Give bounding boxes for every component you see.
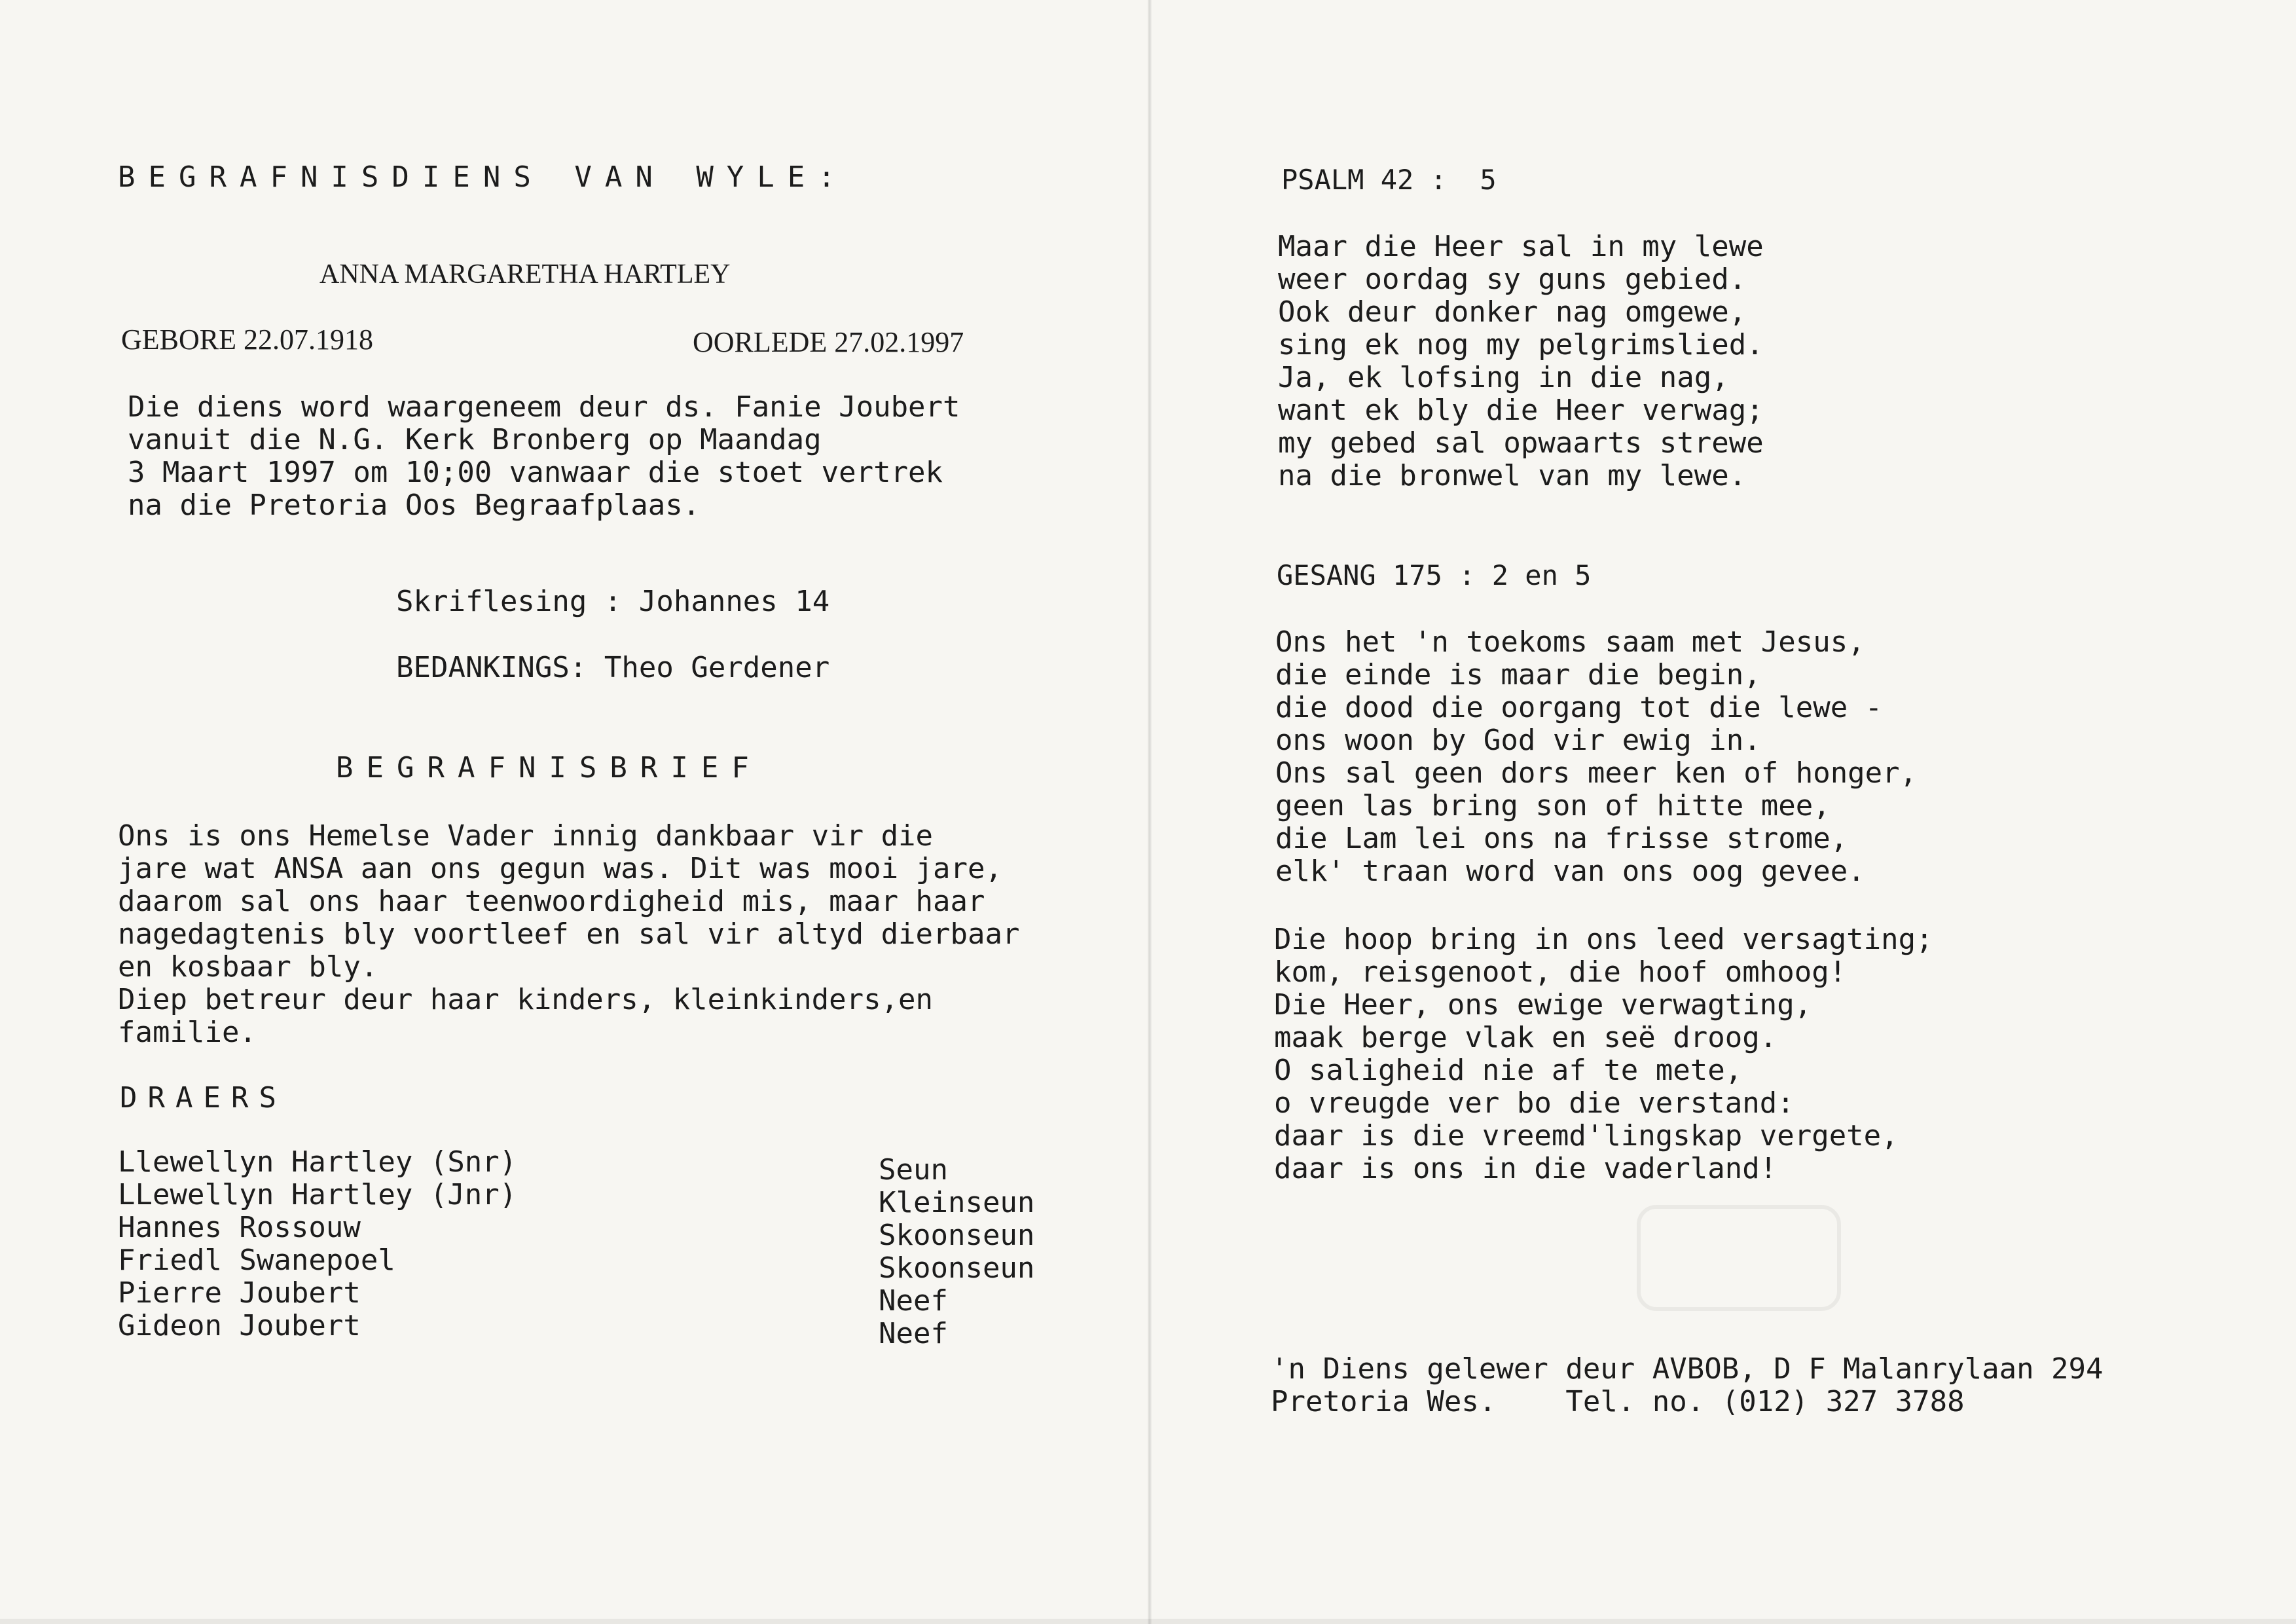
service-details (128, 391, 960, 522)
gesang-line: O saligheid nie af te mete, (1274, 1054, 1743, 1087)
gesang-line: die dood die oorgang tot die lewe - (1275, 691, 1883, 724)
gesang-line: Ons het 'n toekoms saam met Jesus, (1275, 625, 1865, 659)
psalm-line: Ja, ek lofsing in die nag, (1278, 361, 1729, 394)
scripture-reading: Skriflesing : Johannes 14 (396, 585, 830, 618)
birth-date: GEBORE 22.07.1918 (121, 323, 373, 356)
gesang-line: geen las bring son of hitte mee, (1275, 789, 1831, 822)
gesang-line: daar is die vreemd'lingskap vergete, (1274, 1119, 1899, 1153)
bearer-name: Llewellyn Hartley (Snr) (118, 1145, 517, 1179)
letter-heading: BEGRAFNISBRIEF (336, 751, 762, 784)
gesang-line: Die hoop bring in ons leed versagting; (1274, 923, 1933, 956)
psalm-line: Maar die Heer sal in my lewe (1278, 230, 1764, 263)
psalm-line: weer oordag sy guns gebied. (1278, 263, 1747, 296)
bearer-name: LLewellyn Hartley (Jnr) (118, 1178, 517, 1211)
gesang-line: die Lam lei ons na frisse strome, (1275, 822, 1848, 855)
service-heading: BEGRAFNISDIENS VAN WYLE: (118, 160, 848, 194)
gesang-line: elk' traan word van ons oog gevee. (1275, 855, 1865, 888)
gesang-verse-1 (1275, 626, 1917, 888)
deceased-name: ANNA MARGARETHA HARTLEY (319, 259, 731, 289)
psalm-verse (1278, 231, 1764, 492)
service-line: na die Pretoria Oos Begraafplaas. (128, 489, 701, 522)
gesang-heading: GESANG 175 : 2 en 5 (1277, 559, 1592, 591)
page-fold (1148, 0, 1152, 1624)
psalm-line: na die bronwel van my lewe. (1278, 459, 1747, 492)
letter-line: nagedagtenis bly voortleef en sal vir altyd dierbaar (118, 917, 1020, 951)
gesang-line: o vreugde ver bo die verstand: (1274, 1086, 1795, 1120)
bearers-names (118, 1146, 517, 1342)
psalm-line: want ek bly die Heer verwag; (1278, 394, 1764, 427)
letter-line: familie. (118, 1016, 257, 1049)
gesang-line: Die Heer, ons ewige verwagting, (1274, 988, 1812, 1022)
undertaker-footer (1271, 1353, 2104, 1418)
show-through-logo (1637, 1205, 1841, 1311)
gesang-line: maak berge vlak en seë droog. (1274, 1021, 1777, 1054)
gesang-line: ons woon by God vir ewig in. (1275, 724, 1761, 757)
footer-line: 'n Diens gelewer deur AVBOB, D F Malanrylaan 294 (1271, 1352, 2104, 1386)
bearer-relation: Neef (879, 1284, 948, 1318)
letter-line: daarom sal ons haar teenwoordigheid mis, maar haar (118, 885, 985, 918)
gesang-line: daar is ons in die vaderland! (1274, 1152, 1777, 1185)
bearers-heading: DRAERS (120, 1081, 287, 1115)
bearer-name: Friedl Swanepoel (118, 1244, 395, 1277)
paper-edge (0, 1619, 2296, 1624)
psalm-line: my gebed sal opwaarts strewe (1278, 426, 1764, 460)
letter-line: jare wat ANSA aan ons gegun was. Dit was mooi jare, (118, 852, 1003, 885)
bearer-name: Pierre Joubert (118, 1276, 361, 1310)
footer-line: Pretoria Wes. Tel. no. (012) 327 3788 (1271, 1385, 1965, 1418)
psalm-line: Ook deur donker nag omgewe, (1278, 295, 1747, 329)
thanks-line: BEDANKINGS: Theo Gerdener (396, 651, 830, 684)
gesang-line: die einde is maar die begin, (1275, 658, 1761, 692)
gesang-line: Ons sal geen dors meer ken of honger, (1275, 756, 1918, 790)
bearer-relation: Neef (879, 1317, 948, 1350)
letter-line: Diep betreur deur haar kinders, kleinkinders,en (118, 983, 934, 1016)
bearer-name: Hannes Rossouw (118, 1211, 361, 1244)
letter-line: Ons is ons Hemelse Vader innig dankbaar vir die (118, 819, 934, 853)
service-line: 3 Maart 1997 om 10;00 vanwaar die stoet vertrek (128, 456, 943, 489)
funeral-letter (118, 820, 1020, 1049)
letter-line: en kosbaar bly. (118, 950, 378, 984)
bearer-relation: Kleinseun (879, 1186, 1035, 1219)
gesang-verse-2 (1274, 923, 1933, 1185)
psalm-heading: PSALM 42 : 5 (1281, 164, 1497, 196)
service-line: Die diens word waargeneem deur ds. Fanie Joubert (128, 390, 960, 424)
service-line: vanuit die N.G. Kerk Bronberg op Maandag (128, 423, 822, 456)
gesang-line: kom, reisgenoot, die hoof omhoog! (1274, 955, 1847, 989)
death-date: OORLEDE 27.02.1997 (693, 326, 964, 358)
bearer-relation: Skoonseun (879, 1251, 1035, 1285)
bearer-relation: Seun (879, 1153, 948, 1187)
psalm-line: sing ek nog my pelgrimslied. (1278, 328, 1764, 361)
bearer-relation: Skoonseun (879, 1219, 1035, 1252)
bearer-name: Gideon Joubert (118, 1309, 361, 1342)
bearers-relations (879, 1154, 1034, 1350)
